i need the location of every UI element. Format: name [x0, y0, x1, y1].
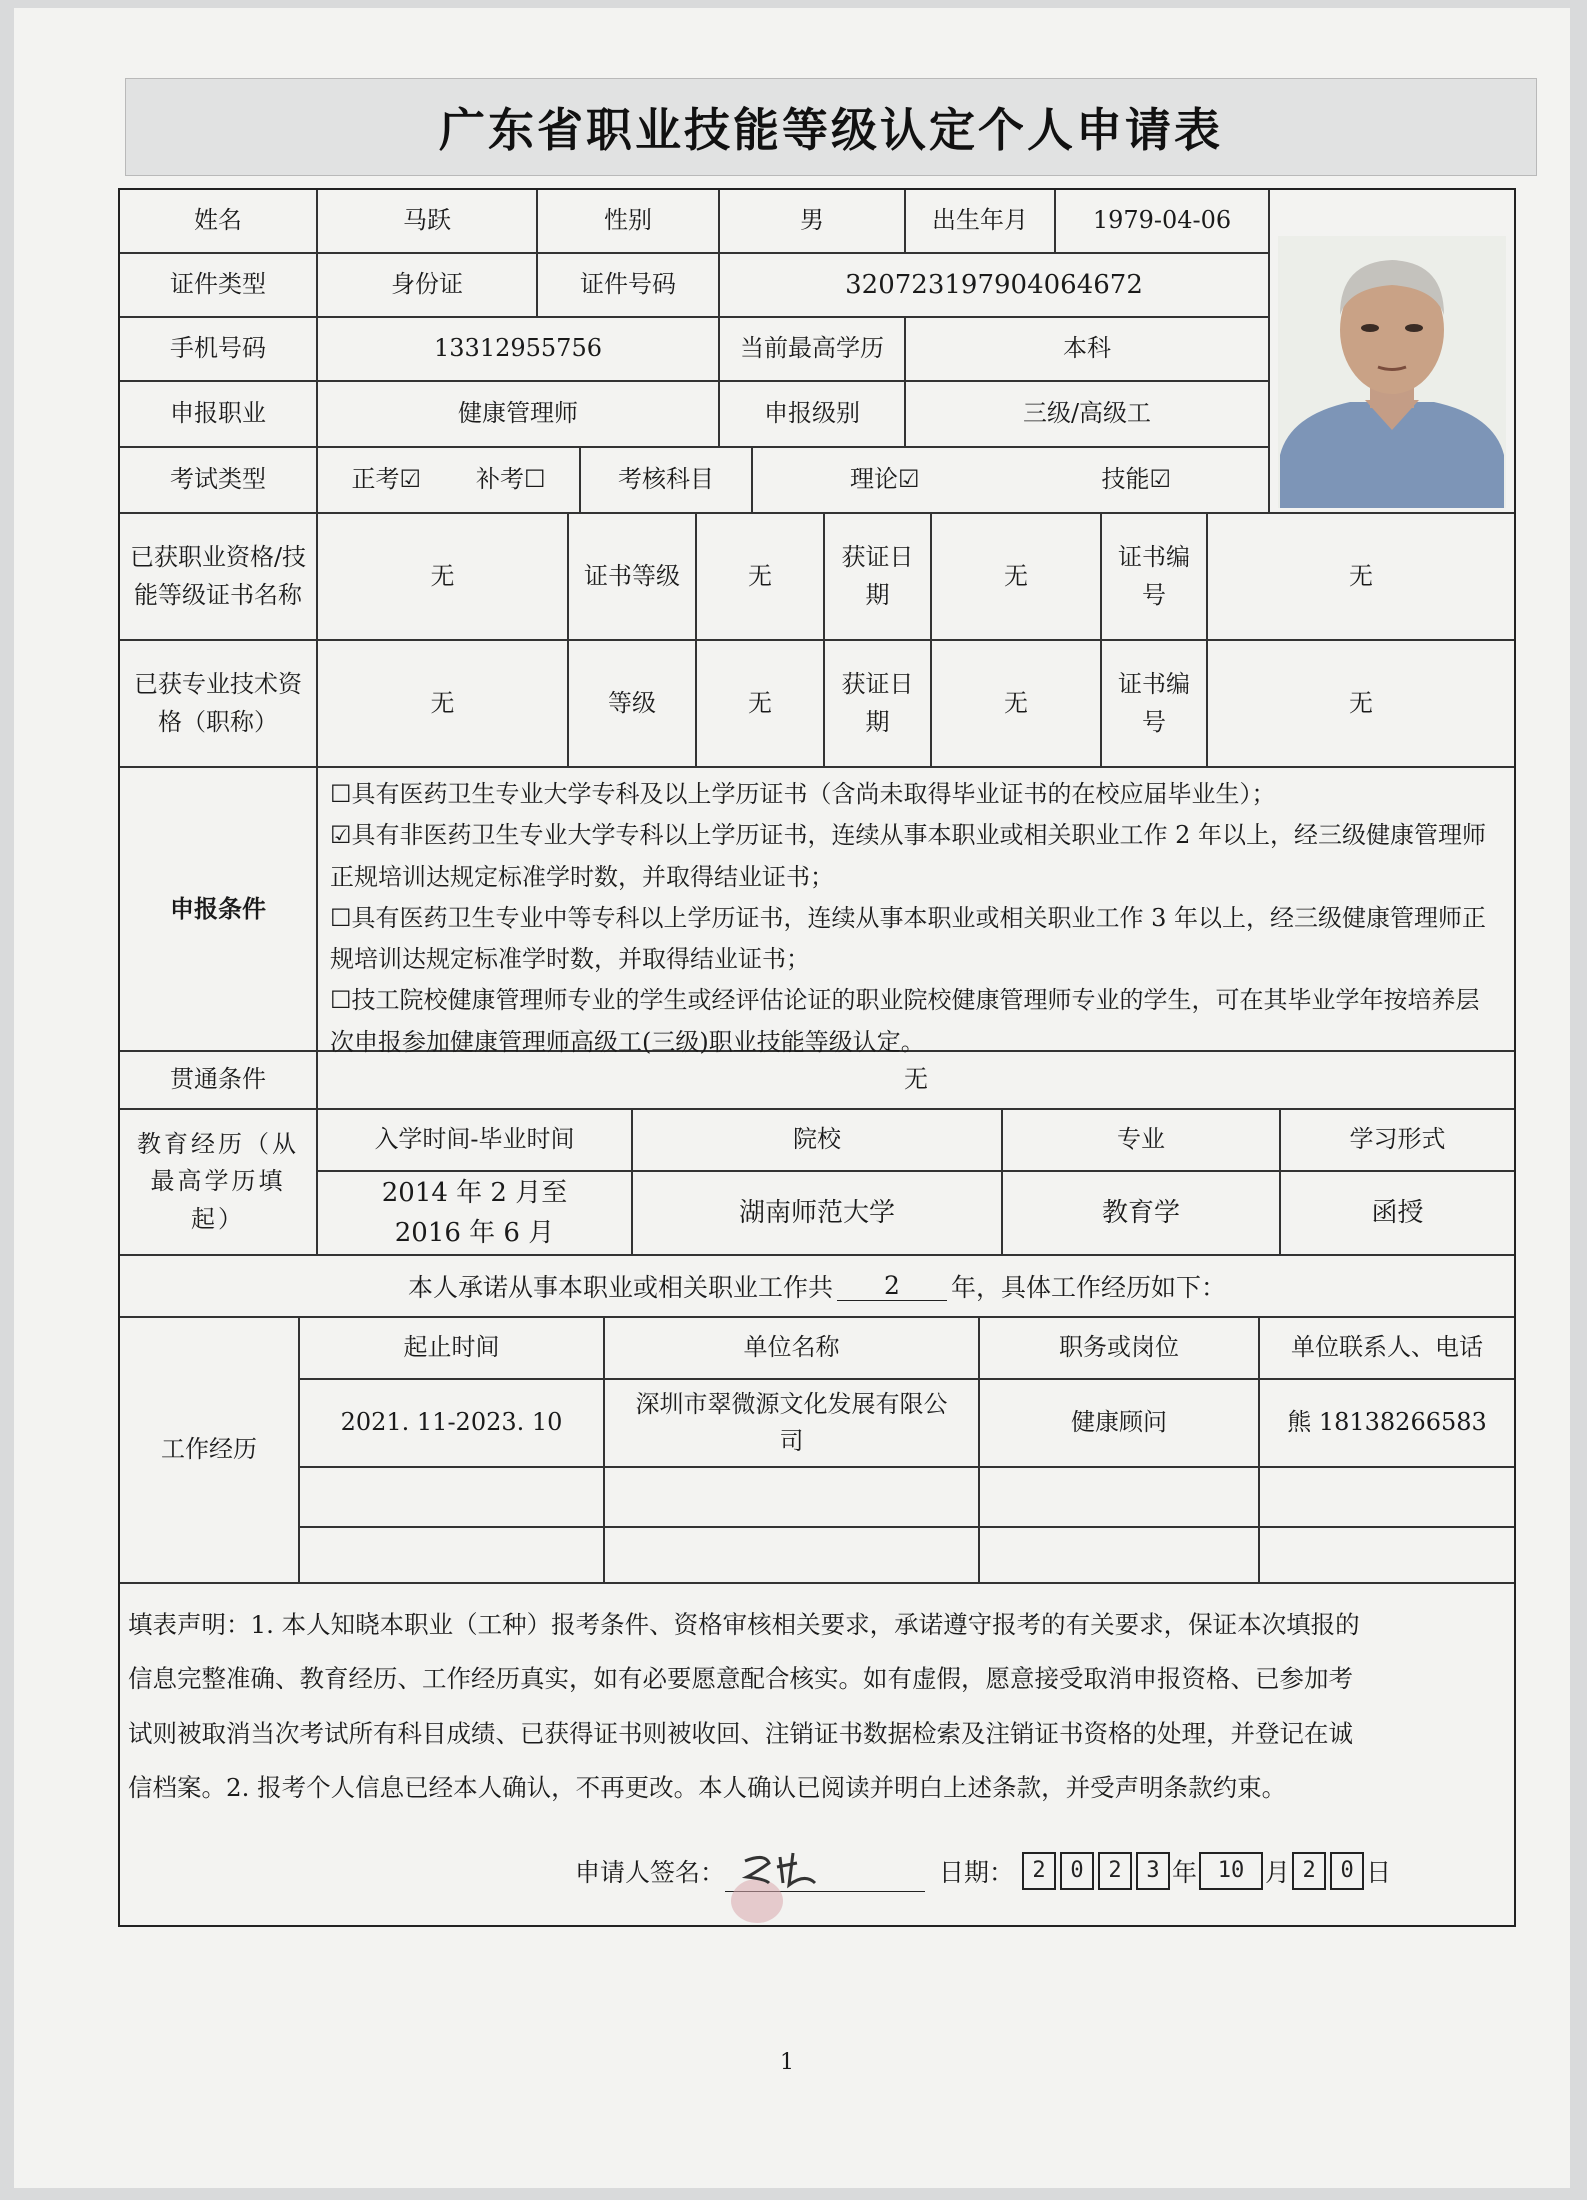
label-name: 姓名 — [120, 190, 318, 254]
month-digit: 1 — [1217, 1858, 1232, 1883]
value-gender: 男 — [720, 190, 906, 254]
declaration — [128, 1598, 1508, 1816]
application-form-table — [118, 188, 1516, 1927]
label-through: 贯通条件 — [120, 1052, 318, 1110]
page-number: 1 — [780, 2050, 794, 2075]
exam-regular-checkbox[interactable]: 正考☑ — [351, 465, 421, 494]
label-exam-type: 考试类型 — [120, 448, 318, 514]
condition-option-2[interactable]: ☑具有非医药卫生专业大学专科以上学历证书，连续从事本职业或相关职业工作 2 年以上，经三级健康管理师正规培训达规定标准学时数，并取得结业证书； — [330, 821, 1487, 891]
value-name: 马跃 — [318, 190, 538, 254]
value-level: 三级/高级工 — [906, 382, 1270, 448]
month-unit: 月 — [1265, 1858, 1291, 1887]
label-phone: 手机号码 — [120, 318, 318, 382]
label-level: 申报级别 — [720, 382, 906, 448]
work-header-contact: 单位联系人、电话 — [1260, 1318, 1514, 1380]
label-cert-level: 证书等级 — [569, 514, 697, 641]
subject-theory-checkbox[interactable]: 理论☑ — [849, 465, 920, 494]
handwritten-signature — [725, 1843, 925, 1923]
day-unit: 日 — [1366, 1858, 1392, 1887]
declaration-line: 填表声明：1. 本人知晓本职业（工种）报考条件、资格审核相关要求，承诺遵守报考的有关要求，保证本次填报的 — [128, 1610, 1360, 1639]
year-digit: 3 — [1136, 1852, 1170, 1890]
exam-type-options — [318, 448, 581, 514]
work-contact: 熊 18138266583 — [1260, 1380, 1514, 1468]
value-occupation: 健康管理师 — [318, 382, 720, 448]
work-header-company: 单位名称 — [605, 1318, 980, 1380]
work-years: 2 — [837, 1271, 947, 1301]
year-digit: 2 — [1022, 1852, 1056, 1890]
work-empty-cell — [605, 1528, 980, 1584]
year-digit: 2 — [1098, 1852, 1132, 1890]
value-prof-title: 无 — [318, 641, 569, 768]
work-promise — [120, 1256, 1514, 1318]
declaration-line: 信息完整准确、教育经历、工作经历真实，如有必要愿意配合核实。如有虚假，愿意接受取消申报资格、已参加考 — [128, 1664, 1353, 1694]
value-phone: 13312955756 — [318, 318, 720, 382]
value-cert-date: 无 — [932, 514, 1102, 641]
year-field[interactable] — [1020, 1852, 1172, 1890]
month-digit: 0 — [1231, 1858, 1245, 1883]
declaration-line: 信档案。2. 报考个人信息已经本人确认，不再更改。本人确认已阅读并明白上述条款，并受声明条款约束。 — [128, 1773, 1287, 1803]
value-birth: 1979-04-06 — [1056, 190, 1270, 254]
title-bar — [125, 78, 1537, 176]
label-education: 当前最高学历 — [720, 318, 906, 382]
value-id-type: 身份证 — [318, 254, 538, 318]
applicant-photo — [1270, 230, 1514, 514]
work-header-period: 起止时间 — [300, 1318, 605, 1380]
portrait-image — [1270, 230, 1514, 512]
label-work-history: 工作经历 — [120, 1318, 300, 1584]
label-prof-date: 获证日期 — [825, 641, 932, 768]
work-header-position: 职务或岗位 — [980, 1318, 1260, 1380]
year-digit: 0 — [1060, 1852, 1094, 1890]
edu-major: 教育学 — [1003, 1172, 1281, 1256]
edu-header-mode: 学习形式 — [1281, 1110, 1514, 1172]
label-id-type: 证件类型 — [120, 254, 318, 318]
value-prof-grade: 无 — [697, 641, 825, 768]
exam-makeup-checkbox[interactable]: 补考☐ — [475, 465, 546, 494]
label-id-no: 证件号码 — [538, 254, 720, 318]
work-empty-cell — [980, 1528, 1260, 1584]
label-prof-grade: 等级 — [569, 641, 697, 768]
value-cert-no: 无 — [1208, 514, 1514, 641]
signature-row — [575, 1848, 1391, 1894]
label-conditions: 申报条件 — [120, 768, 318, 1052]
subject-skill-checkbox[interactable]: 技能☑ — [1101, 465, 1171, 494]
month-field[interactable] — [1197, 1852, 1265, 1890]
label-edu-history: 教育经历（从最高学历填起） — [120, 1110, 318, 1256]
label-occupation: 申报职业 — [120, 382, 318, 448]
month-digits — [1199, 1852, 1263, 1890]
signature-field[interactable] — [725, 1851, 925, 1892]
work-empty-cell — [300, 1468, 605, 1528]
edu-header-major: 专业 — [1003, 1110, 1281, 1172]
value-prof-no: 无 — [1208, 641, 1514, 768]
label-cert-no: 证书编号 — [1102, 514, 1208, 641]
page-title: 广东省职业技能等级认定个人申请表 — [439, 103, 1223, 157]
work-empty-cell — [1260, 1528, 1514, 1584]
work-empty-cell — [1260, 1468, 1514, 1528]
work-empty-cell — [300, 1528, 605, 1584]
label-gender: 性别 — [538, 190, 720, 254]
label-birth: 出生年月 — [906, 190, 1056, 254]
edu-header-school: 院校 — [633, 1110, 1003, 1172]
day-field[interactable] — [1290, 1852, 1366, 1890]
subject-options — [753, 448, 1270, 514]
signature-label: 申请人签名： — [575, 1858, 726, 1887]
declaration-line: 试则被取消当次考试所有科目成绩、已获得证书则被收回、注销证书数据检索及注销证书资格的处理，并登记在诚 — [128, 1718, 1353, 1748]
value-id-no: 320723197904064672 — [720, 254, 1270, 318]
day-digit: 0 — [1330, 1852, 1364, 1890]
work-promise-suffix: 年，具体工作经历如下： — [951, 1273, 1227, 1302]
work-position: 健康顾问 — [980, 1380, 1260, 1468]
work-company: 深圳市翠微源文化发展有限公司 — [605, 1380, 980, 1468]
work-period: 2021. 11-2023. 10 — [300, 1380, 605, 1468]
work-empty-cell — [980, 1468, 1260, 1528]
conditions-list — [318, 768, 1514, 1056]
label-subjects: 考核科目 — [581, 448, 753, 514]
label-qual-cert: 已获职业资格/技能等级证书名称 — [120, 514, 318, 641]
edu-header-period: 入学时间-毕业时间 — [318, 1110, 633, 1172]
value-qual-cert: 无 — [318, 514, 569, 641]
year-unit: 年 — [1172, 1858, 1198, 1887]
label-prof-no: 证书编号 — [1102, 641, 1208, 768]
value-cert-level: 无 — [697, 514, 825, 641]
condition-option-3[interactable]: ☐具有医药卫生专业中等专科以上学历证书，连续从事本职业或相关职业工作 3 年以上，经三级健康管理师正规培训达规定标准学时数，并取得结业证书； — [330, 903, 1487, 974]
condition-option-1[interactable]: ☐具有医药卫生专业大学专科及以上学历证书（含尚未取得毕业证书的在校应届毕业生）； — [330, 780, 1276, 808]
condition-option-4[interactable]: ☐技工院校健康管理师专业的学生或经评估论证的职业院校健康管理师专业的学生，可在其毕业学年按培养层次申报参加健康管理师高级工(三级)职业技能等级认定。 — [330, 986, 1480, 1056]
edu-mode: 函授 — [1281, 1172, 1514, 1256]
value-prof-date: 无 — [932, 641, 1102, 768]
day-digit: 2 — [1292, 1852, 1326, 1890]
work-promise-prefix: 本人承诺从事本职业或相关职业工作共 — [407, 1273, 833, 1302]
edu-school: 湖南师范大学 — [633, 1172, 1003, 1256]
label-prof-title: 已获专业技术资格（职称） — [120, 641, 318, 768]
edu-period: 2014 年 2 月至 2016 年 6 月 — [318, 1172, 633, 1256]
work-empty-cell — [605, 1468, 980, 1528]
label-cert-date: 获证日期 — [825, 514, 932, 641]
value-through: 无 — [318, 1052, 1514, 1110]
date-label: 日期： — [939, 1858, 1015, 1887]
value-education: 本科 — [906, 318, 1270, 382]
